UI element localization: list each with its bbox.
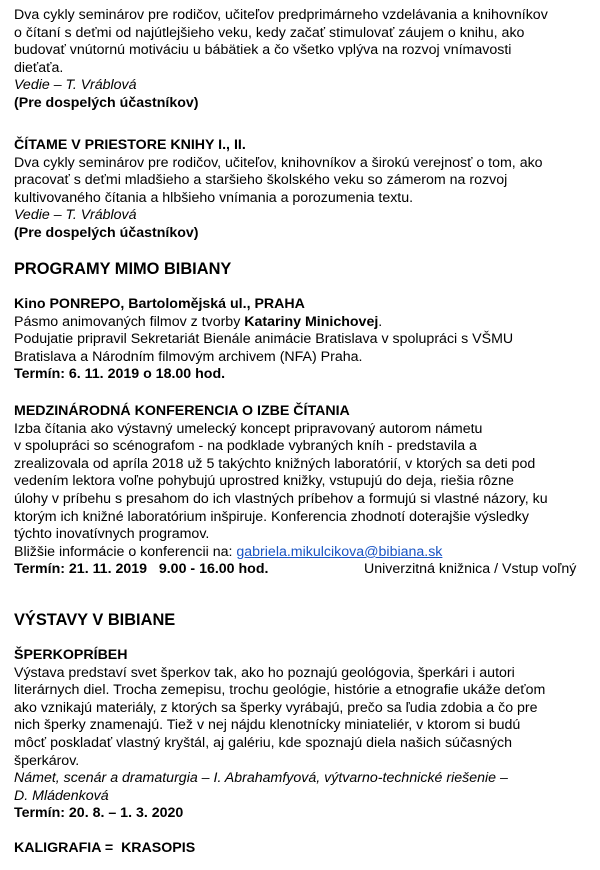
konferencia-line: ktorým ich knižné laboratórium inšpiruje. Konferencia zhodnotí doterajšie výsledky: [14, 508, 529, 525]
citame-section: [14, 137, 592, 243]
kino-section: [14, 296, 592, 384]
sperk-line: šperkárov.: [14, 752, 80, 769]
kino-title: Kino PONREPO, Bartolomějská ul., PRAHA: [14, 296, 305, 312]
citame-line: Dva cykly seminárov pre rodičov, učiteľov, knihovníkov a širokú verejnosť o tom, ako: [14, 154, 543, 171]
kino-line-post: .: [378, 313, 383, 330]
citame-title: ČÍTAME V PRIESTORE KNIHY I., II.: [14, 137, 246, 153]
konferencia-term: Termín: 21. 11. 2019 9.00 - 16.00 hod.: [14, 561, 269, 578]
intro-audience: (Pre dospelých účastníkov): [14, 94, 199, 111]
sperk-line: môcť poskladať vlastný kryštál, aj galériu, kde spoznajú diela našich súčasných: [14, 734, 512, 751]
konferencia-section: [14, 403, 592, 579]
citame-lead: Vedie – T. Vráblová: [14, 207, 137, 224]
sperk-title: ŠPERKOPRÍBEH: [14, 647, 128, 663]
sperk-line: nich šperky znamenajú. Tiež v nej nájdu klenotnícky miniateliér, v ktorom si budú: [14, 717, 521, 734]
intro-lead: Vedie – T. Vráblová: [14, 77, 137, 94]
vystavy-heading-wrap: [14, 610, 592, 630]
konferencia-line: Izba čítania ako výstavný umelecký koncept pripravovaný autorom námetu: [14, 420, 483, 437]
konferencia-place: Univerzitná knižnica / Vstup voľný: [364, 561, 577, 578]
sperk-term: Termín: 20. 8. – 1. 3. 2020: [14, 805, 184, 822]
konferencia-info-label: Bližšie informácie o konferencii na:: [14, 543, 237, 560]
citame-line: pracovať s deťmi mladšieho a staršieho školského veku so zámerom na rozvoj: [14, 172, 508, 189]
sperk-line: ako vznikajú materiály, z ktorých sa šperky vyrábajú, prečo sa ľudia zdobia a čo pre: [14, 699, 538, 716]
kino-line: [14, 314, 592, 332]
citame-audience: (Pre dospelých účastníkov): [14, 224, 199, 241]
intro-section: [14, 7, 592, 113]
konferencia-line: vedením lektora voľne pohybujú uprostred knižky, vstupujú do deja, riešia rôzne: [14, 473, 514, 490]
konferencia-line: týchto inovatívnych programov.: [14, 526, 210, 543]
sperk-credits: Námet, scenár a dramaturgia – I. Abrahamfyová, výtvarno-technické riešenie –: [14, 770, 508, 787]
sperk-line: literárnych diel. Trocha zemepisu, trochu geológie, histórie a etnografie ukáže deťom: [14, 682, 546, 699]
intro-line: budovať vnútornú motiváciu u bábätiek a čo všetko vplýva na rozvoj vnímavosti: [14, 42, 512, 59]
konferencia-line: zrealizovala od apríla 2018 už 5 takýchto knižných laboratórií, v ktorých sa deti pod: [14, 455, 536, 472]
programs-heading: PROGRAMY MIMO BIBIANY: [14, 260, 232, 278]
konferencia-line: v spolupráci so scénografom - na podklade vybraných kníh - predstavila a: [14, 438, 477, 455]
sperk-credits: D. Mládenková: [14, 787, 109, 804]
kino-term: Termín: 6. 11. 2019 o 18.00 hod.: [14, 366, 226, 383]
konferencia-term-row: [14, 561, 592, 579]
kino-line-pre: Pásmo animovaných filmov z tvorby: [14, 313, 245, 330]
sperk-line: Výstava predstaví svet šperkov tak, ako ho poznajú geológovia, šperkári i autori: [14, 664, 515, 681]
intro-line: dieťaťa.: [14, 59, 64, 76]
konferencia-title: MEDZINÁRODNÁ KONFERENCIA O IZBE ČÍTANIA: [14, 403, 350, 419]
kino-line: Podujatie pripravil Sekretariát Bienále animácie Bratislava v spolupráci s VŠMU: [14, 331, 514, 348]
konferencia-line: úlohy v príbehu s presahom do ich vlastných príbehov a formujú si vlastné názory, ku: [14, 490, 548, 507]
konferencia-email-link[interactable]: gabriela.mikulcikova@bibiana.sk: [236, 543, 443, 560]
intro-line: o čítaní s deťmi od najútlejšieho veku, kedy začať stimulovať záujem o knihu, ako: [14, 24, 525, 41]
intro-line: Dva cykly seminárov pre rodičov, učiteľov predprimárneho vzdelávania a knihovníkov: [14, 7, 548, 23]
kaligrafia-title: KALIGRAFIA = KRASOPIS: [14, 840, 196, 856]
kino-author: Katariny Minichovej: [244, 313, 379, 330]
kino-line: Bratislava a Národním filmovým archivem (NFA) Praha.: [14, 348, 363, 365]
konferencia-info: [14, 544, 592, 562]
programs-heading-wrap: [14, 259, 592, 279]
sperk-section: [14, 647, 592, 823]
vystavy-heading: VÝSTAVY V BIBIANE: [14, 611, 176, 629]
citame-line: kultivovaného čítania a hlbšieho vnímania a porozumenia textu.: [14, 189, 414, 206]
kaligrafia-section: [14, 840, 592, 858]
